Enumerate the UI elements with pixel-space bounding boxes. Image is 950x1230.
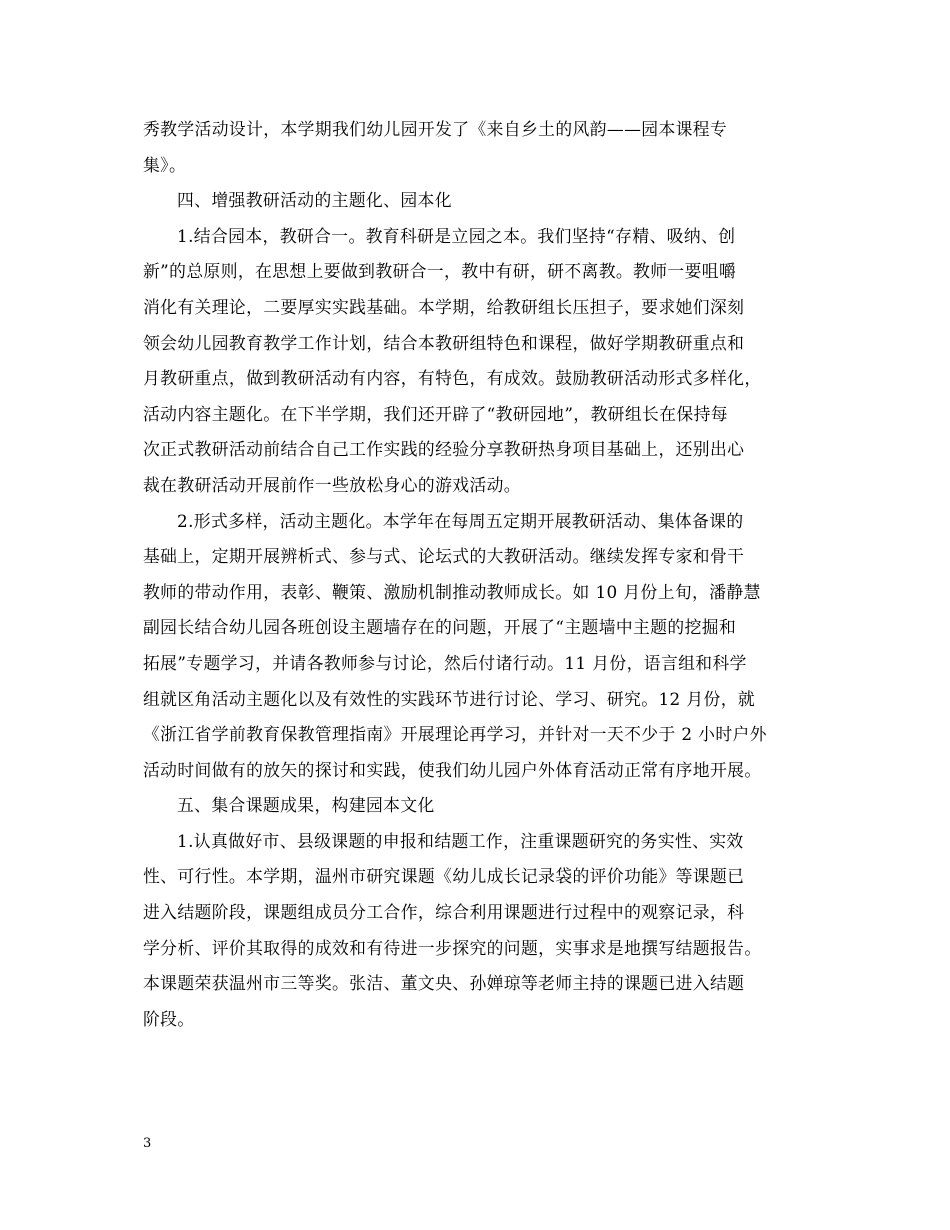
text-line-13: 基础上，定期开展辨析式、参与式、论坛式的大教研活动。继续发挥专家和骨干 <box>143 546 745 567</box>
document-body <box>143 112 811 1037</box>
text-line-23: 进入结题阶段，课题组成员分工合作，综合利用课题进行过程中的观察记录，科 <box>143 902 745 923</box>
text-line-25: 本课题荣获温州市三等奖。张洁、董文央、孙婵琼等老师主持的课题已进入结题 <box>143 973 745 994</box>
section-heading-5: 五、集合课题成果，构建园本文化 <box>177 795 435 816</box>
text-line-12: 2.形式多样，活动主题化。本学年在每周五定期开展教研活动、集体备课的 <box>177 510 744 531</box>
text-line-7: 领会幼儿园教育教学工作计划，结合本教研组特色和课程，做好学期教研重点和 <box>143 332 745 353</box>
text-line-19: 活动时间做有的放矢的探讨和实践，使我们幼儿园户外体育活动正常有序地开展。 <box>143 759 762 780</box>
text-line-22: 性、可行性。本学期，温州市研究课题《幼儿成长记录袋的评价功能》等课题已 <box>143 866 745 887</box>
section-heading-4: 四、增强教研活动的主题化、园本化 <box>177 190 452 211</box>
text-line-17: 组就区角活动主题化以及有效性的实践环节进行讨论、学习、研究。12 月份，就 <box>143 688 756 709</box>
page-number: 3 <box>143 1136 152 1151</box>
text-line-16: 拓展”专题学习，并请各教师参与讨论，然后付诸行动。11 月份，语言组和科学 <box>143 652 747 673</box>
text-line-10: 次正式教研活动前结合自己工作实践的经验分享教研热身项目基础上，还别出心 <box>143 439 745 460</box>
text-line-24: 学分析、评价其取得的成效和有待进一步探究的问题，实事求是地撰写结题报告。 <box>143 937 762 958</box>
text-line-1: 秀教学活动设计，本学期我们幼儿园开发了《来自乡土的风韵——园本课程专 <box>143 119 728 139</box>
text-line-21: 1.认真做好市、县级课题的申报和结题工作，注重课题研究的务实性、实效 <box>177 830 744 851</box>
text-line-8: 月教研重点，做到教研活动有内容，有特色，有成效。鼓励教研活动形式多样化， <box>143 368 762 389</box>
text-line-6: 消化有关理论，二要厚实实践基础。本学期，给教研组长压担子，要求她们深刻 <box>143 296 745 317</box>
text-line-18: 《浙江省学前教育保教管理指南》开展理论再学习，并针对一天不少于 2 小时户外 <box>143 724 767 745</box>
text-line-2: 集》。 <box>143 154 187 175</box>
text-line-11: 裁在教研活动开展前作一些放松身心的游戏活动。 <box>143 474 521 495</box>
text-line-4: 1.结合园本，教研合一。教育科研是立园之本。我们坚持“存精、吸纳、创 <box>177 225 736 246</box>
text-line-14: 教师的带动作用，表彰、鞭策、激励机制推动教师成长。如 10 月份上旬，潘静慧 <box>143 581 761 602</box>
text-line-15: 副园长结合幼儿园各班创设主题墙存在的问题，开展了“主题墙中主题的挖掘和 <box>143 617 737 638</box>
text-line-5: 新”的总原则，在思想上要做到教研合一，教中有研，研不离教。教师一要咀嚼 <box>143 261 737 282</box>
text-line-9: 活动内容主题化。在下半学期，我们还开辟了“教研园地”，教研组长在保持每 <box>143 403 728 424</box>
text-line-26: 阶段。 <box>143 1008 195 1029</box>
